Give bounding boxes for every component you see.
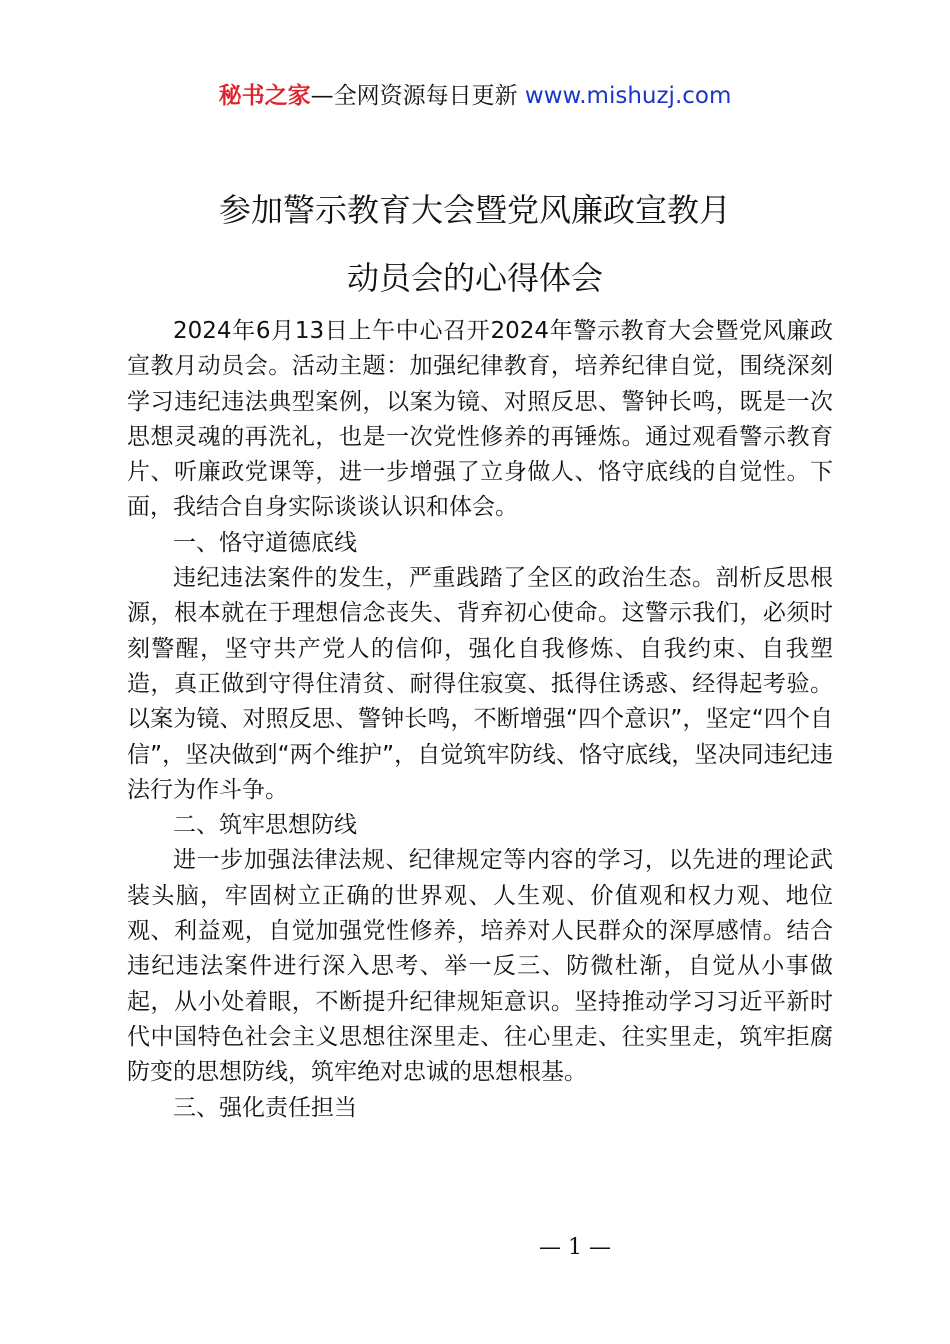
intro-paragraph: 2024年6月13日上午中心召开2024年警示教育大会暨党风廉政宣教月动员会。活动主题：加强纪律教育，培养纪律自觉，围绕深刻学习违纪违法典型案例，以案为镜、对照反思、警钟长鸣，既是一次思想灵魂的再洗礼，也是一次党性修养的再锤炼。通过观看警示教育片、听廉政党课等，进一步增强了立身做人、恪守底线的自觉性。下面，我结合自身实际谈谈认识和体会。 <box>127 318 833 521</box>
document-body <box>127 314 833 1126</box>
section-paragraph-1: 违纪违法案件的发生，严重践踏了全区的政治生态。剖析反思根源，根本就在于理想信念丧失、背弃初心使命。这警示我们，必须时刻警醒，坚守共产党人的信仰，强化自我修炼、自我约束、自我塑造，真正做到守得住清贫、耐得住寂寞、抵得住诱惑、经得起考验。以案为镜、对照反思、警钟长鸣，不断增强“四个意识”，坚定“四个自信”，坚决做到“两个维护”，自觉筑牢防线、恪守底线，坚决同违纪违法行为作斗争。 <box>127 565 833 803</box>
section-heading-3: 三、强化责任担当 <box>173 1094 357 1121</box>
document-title-line-1: 参加警示教育大会暨党风廉政宣教月 <box>218 191 731 229</box>
section-paragraph-2: 进一步加强法律法规、纪律规定等内容的学习，以先进的理论武装头脑，牢固树立正确的世界观、人生观、价值观和权力观、地位观、利益观，自觉加强党性修养，培养对人民群众的深厚感情。结合违纪违法案件进行深入思考、举一反三、防微杜渐，自觉从小事做起，从小处着眼，不断提升纪律规矩意识。坚持推动学习习近平新时代中国特色社会主义思想往深里走、往心里走、往实里走，筑牢拒腐防变的思想防线，筑牢绝对忠诚的思想根基。 <box>127 847 833 1086</box>
page-number: — 1 — <box>539 1235 611 1260</box>
section-heading-1: 一、恪守道德底线 <box>173 529 357 556</box>
site-header <box>0 80 950 112</box>
section-heading-2: 二、筑牢思想防线 <box>173 812 357 839</box>
site-url-link[interactable]: www.mishuzj.com <box>524 83 732 109</box>
brand-name: 秘书之家 <box>218 83 311 109</box>
header-slogan: —全网资源每日更新 <box>310 83 518 109</box>
document-title-line-2: 动员会的心得体会 <box>346 259 603 297</box>
